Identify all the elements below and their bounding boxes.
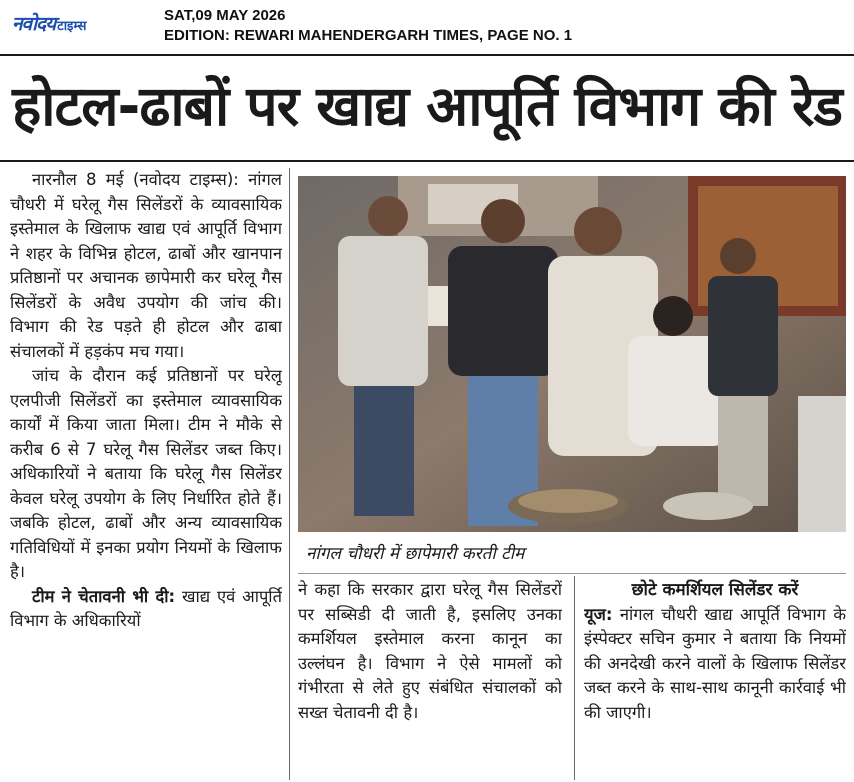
subheading-commercial-cylinder-tail: यूज: [584, 604, 613, 624]
column-divider-1 [289, 168, 290, 780]
issue-date: SAT,09 MAY 2026 [164, 7, 286, 24]
paragraph-3-continued: ने कहा कि सरकार द्वारा घरेलू गैस सिलेंडरों पर सब्सिडी दी जाती है, इसलिए उनका कमर्शियल इस्तेमाल करना कानून का उल्लंघन है। विभाग ने ऐसे मामलों को गंभीरता से लेते हुए संबंधित संचालकों को सख्त चेतावनी दी है। [298, 580, 562, 722]
paragraph-4 [584, 603, 846, 726]
news-photo [298, 176, 846, 532]
headline-divider [0, 160, 854, 162]
masthead-divider [0, 54, 854, 56]
logo-sub-text: टाइम्स [57, 19, 87, 34]
edition-line: EDITION: REWARI MAHENDERGARH TIMES, PAGE NO. 1 [164, 27, 573, 44]
logo-main-text: नवोदय [12, 13, 56, 35]
paragraph-3 [10, 585, 282, 634]
subheading-warning: टीम ने चेतावनी भी दी: [32, 586, 176, 606]
caption-divider [298, 573, 846, 574]
paragraph-4-text: नांगल चौधरी खाद्य आपूर्ति विभाग के इंस्पेक्टर सचिन कुमार ने बताया कि नियमों की अनदेखी करने वालों के खिलाफ सिलेंडर जब्त करने के साथ-साथ कानूनी कार्रवाई भी की जाएगी। [584, 604, 846, 722]
paragraph-1 [10, 168, 282, 364]
article-column-2 [298, 578, 562, 778]
column-divider-2 [574, 576, 575, 780]
article-column-3 [584, 578, 846, 778]
publication-logo[interactable] [12, 10, 140, 36]
article-column-1 [10, 168, 282, 778]
article-headline: होटल-ढाबों पर खाद्य आपूर्ति विभाग की रेड [12, 74, 842, 138]
paragraph-2: जांच के दौरान कई प्रतिष्ठानों पर घरेलू एलपीजी सिलेंडरों का इस्तेमाल व्यावसायिक कार्यों में किया जाता मिला। टीम ने मौके से करीब 6 से 7 घरेलू गैस सिलेंडर जब्त किए। अधिकारियों ने बताया कि घरेलू गैस सिलेंडर केवल घरेलू उपयोग के लिए निर्धारित होते हैं। जबकि होटल, ढाबों और अन्य व्यावसायिक गतिविधियों में इनका प्रयोग नियमों के खिलाफ है। [10, 366, 282, 581]
edition-info [164, 6, 572, 46]
subheading-commercial-cylinder: छोटे कमर्शियल सिलेंडर करें [631, 580, 799, 600]
raid-team-photo-illustration [298, 176, 846, 532]
photo-caption: नांगल चौधरी में छापेमारी करती टीम [306, 544, 525, 564]
dateline: नारनौल 8 मई (नवोदय टाइम्स): [32, 170, 239, 189]
paragraph-1-text: नांगल चौधरी में घरेलू गैस सिलेंडरों के व्यावसायिक इस्तेमाल के खिलाफ खाद्य एवं आपूर्ति विभाग ने शहर के विभिन्न होटल, ढाबों और खानपान प्रतिष्ठानों पर अचानक छापेमारी कर घरेलू गैस सिलेंडरों के अवैध उपयोग की जांच की। विभाग की रेड पड़ते ही होटल और ढाबा संचालकों में हड़कंप मच गया। [10, 170, 282, 361]
paragraph-3-text: खाद्य एवं आपूर्ति विभाग के अधिकारियों [10, 586, 282, 630]
masthead [0, 0, 854, 52]
